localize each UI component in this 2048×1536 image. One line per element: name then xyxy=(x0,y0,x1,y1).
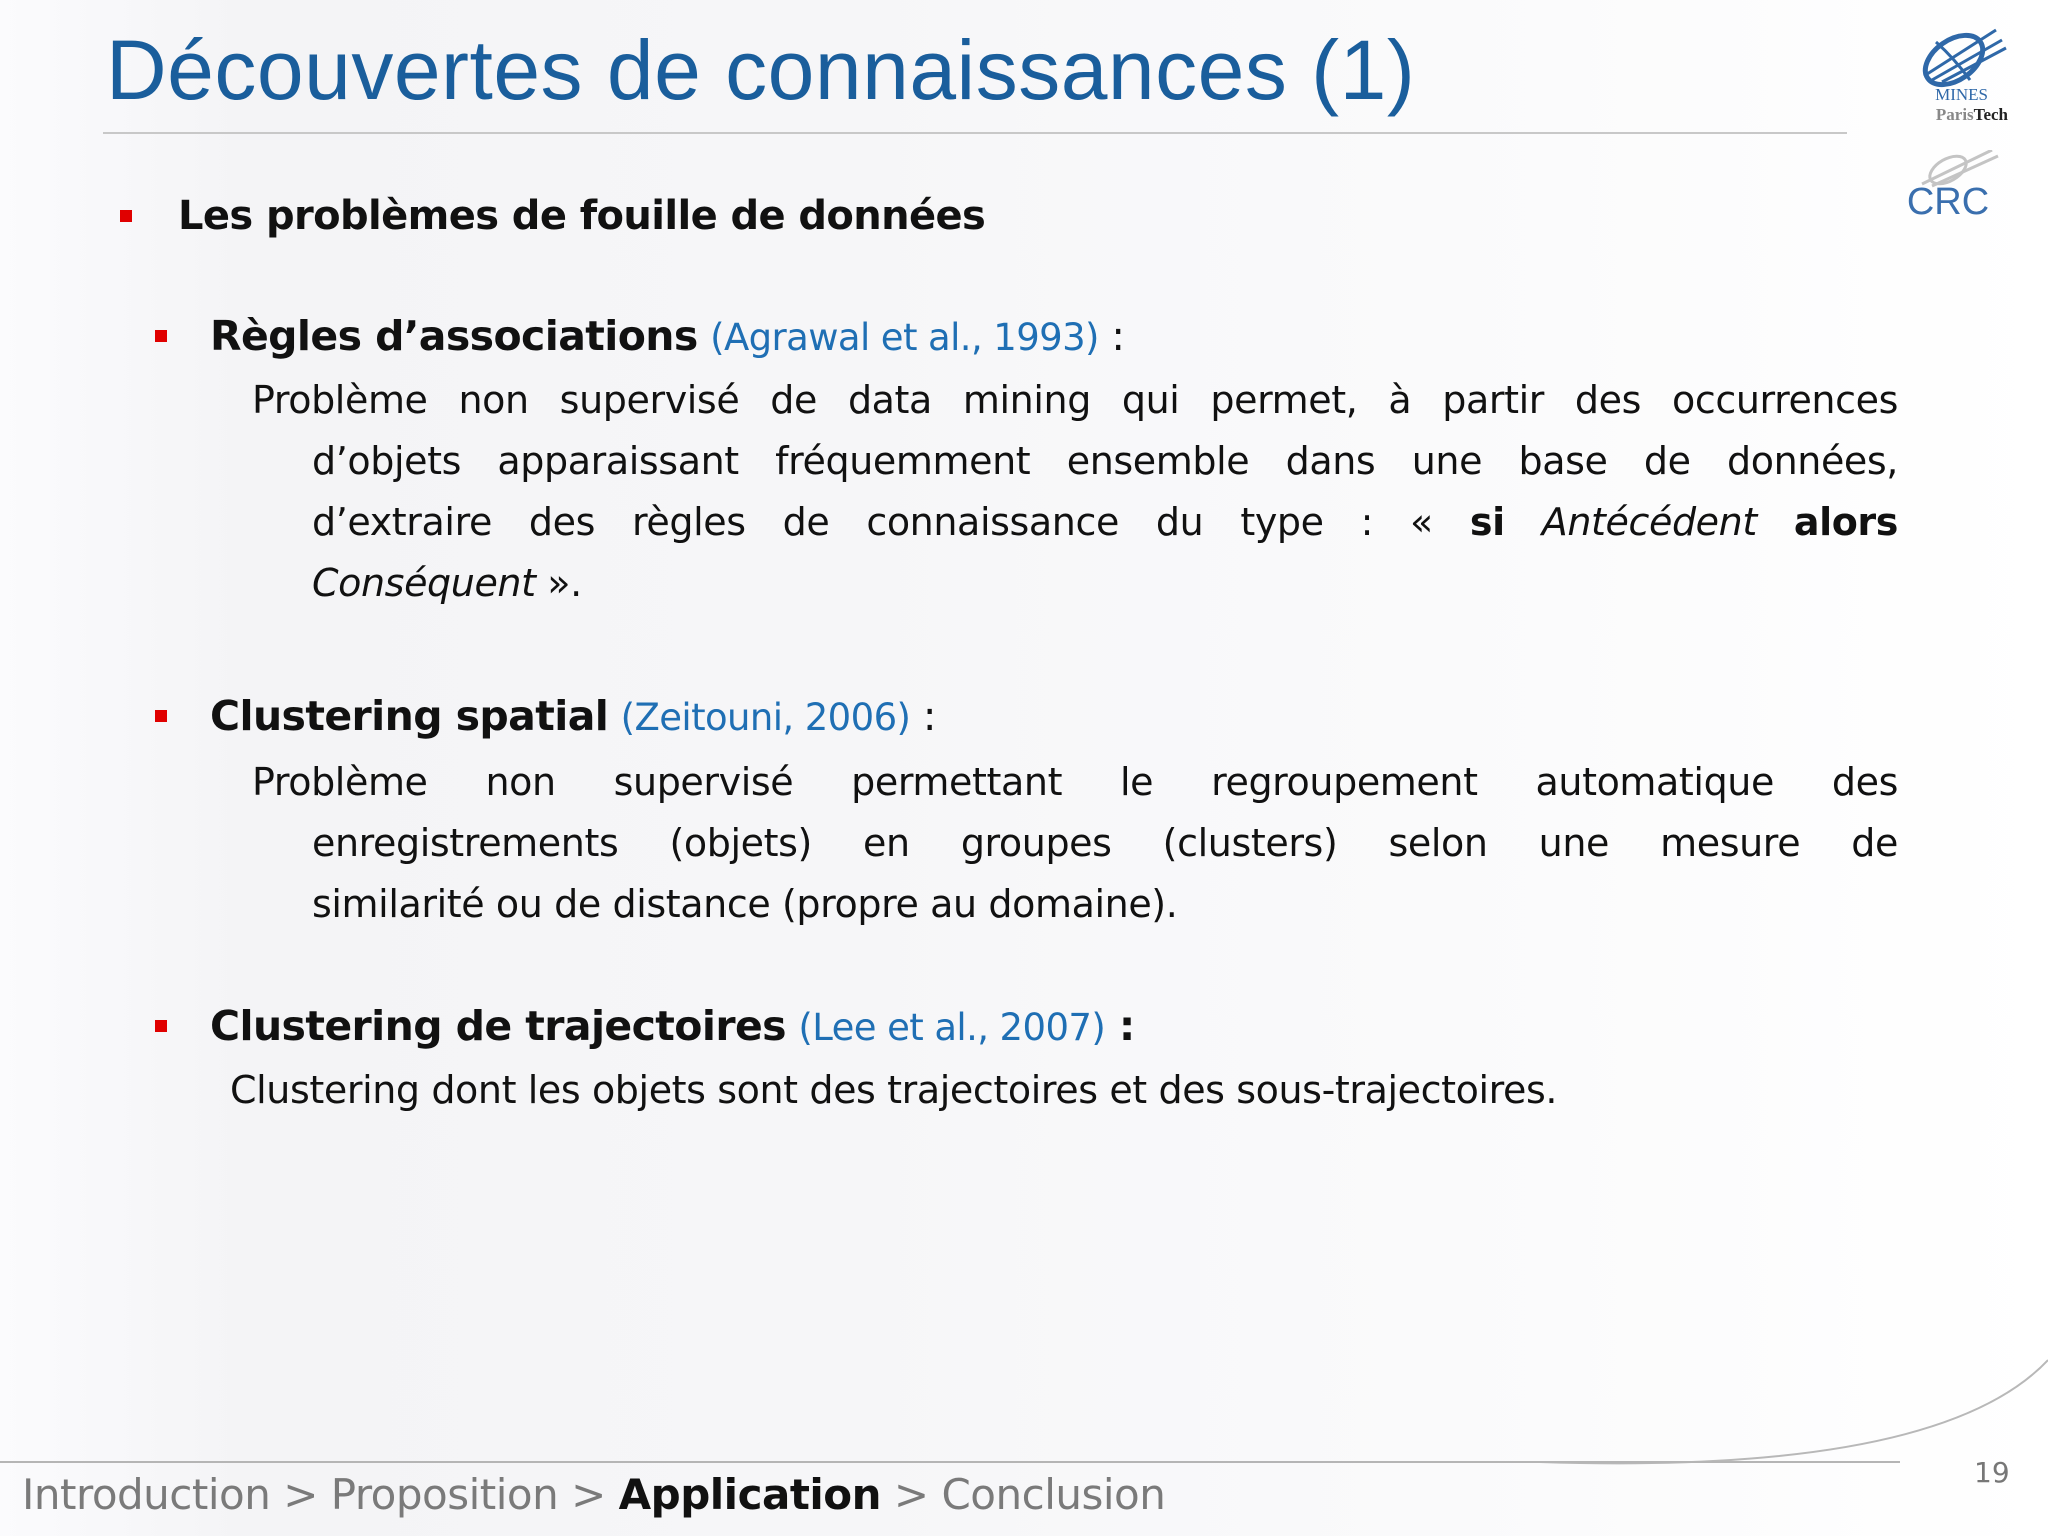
section-heading: Les problèmes de fouille de données xyxy=(178,193,986,239)
tech-text: Tech xyxy=(1973,105,2008,124)
section-title-clustering-trajectoires: Clustering de trajectoires (Lee et al., 2007) : xyxy=(210,1002,1135,1050)
paragraph-line: enregistrements (objets) en groupes (clusters) selon une mesure de xyxy=(312,821,1898,865)
bullet-marker xyxy=(120,210,132,222)
paragraph-line: Problème non supervisé de data mining qui permet, à partir des occurrences xyxy=(252,378,1898,422)
section-title-clustering-spatial: Clustering spatial (Zeitouni, 2006) : xyxy=(210,692,936,740)
paragraph-clustering-trajectoires xyxy=(230,1060,1876,1121)
breadcrumb-introduction[interactable]: Introduction xyxy=(22,1470,271,1519)
breadcrumb: Introduction > Proposition > Application > Conclusion xyxy=(22,1470,1166,1519)
slide-title: Découvertes de connaissances (1) xyxy=(106,23,1416,117)
breadcrumb-conclusion[interactable]: Conclusion xyxy=(941,1470,1166,1519)
paragraph-associations xyxy=(252,370,1898,614)
mines-text: MINES xyxy=(1935,85,1988,104)
reference-agrawal: (Agrawal et al., 1993) xyxy=(710,316,1099,359)
reference-zeitouni: (Zeitouni, 2006) xyxy=(620,696,911,739)
breadcrumb-application[interactable]: Application xyxy=(618,1470,882,1519)
page-number: 19 xyxy=(1974,1456,2010,1489)
footer-divider xyxy=(0,1461,1900,1463)
paragraph-line: similarité ou de distance (propre au domaine). xyxy=(312,882,1178,926)
mines-paristech-logo xyxy=(1884,18,2010,128)
bullet-marker xyxy=(155,1020,167,1032)
breadcrumb-proposition[interactable]: Proposition xyxy=(330,1470,559,1519)
paragraph-line: Conséquent ». xyxy=(312,561,582,605)
bullet-marker xyxy=(155,710,167,722)
paragraph-line: d’objets apparaissant fréquemment ensemble dans une base de données, xyxy=(312,439,1898,483)
reference-lee: (Lee et al., 2007) xyxy=(798,1006,1106,1049)
crc-text: CRC xyxy=(1906,181,1990,220)
title-divider xyxy=(103,132,1847,134)
paragraph-clustering-spatial xyxy=(252,752,1898,935)
paragraph-line: Clustering dont les objets sont des trajectoires et des sous-trajectoires. xyxy=(230,1068,1558,1112)
bullet-marker xyxy=(155,330,167,342)
svg-text:ParisTech xyxy=(1936,105,2009,124)
paragraph-line: Problème non supervisé permettant le regroupement automatique des xyxy=(252,760,1898,804)
decorative-swoosh xyxy=(1500,1300,2048,1480)
paris-text: Paris xyxy=(1935,105,1974,124)
section-title-associations: Règles d’associations (Agrawal et al., 1993) : xyxy=(210,312,1125,360)
paragraph-line: d’extraire des règles de connaissance du type : « si Antécédent alors xyxy=(312,500,1898,544)
crc-logo xyxy=(1892,150,2004,220)
